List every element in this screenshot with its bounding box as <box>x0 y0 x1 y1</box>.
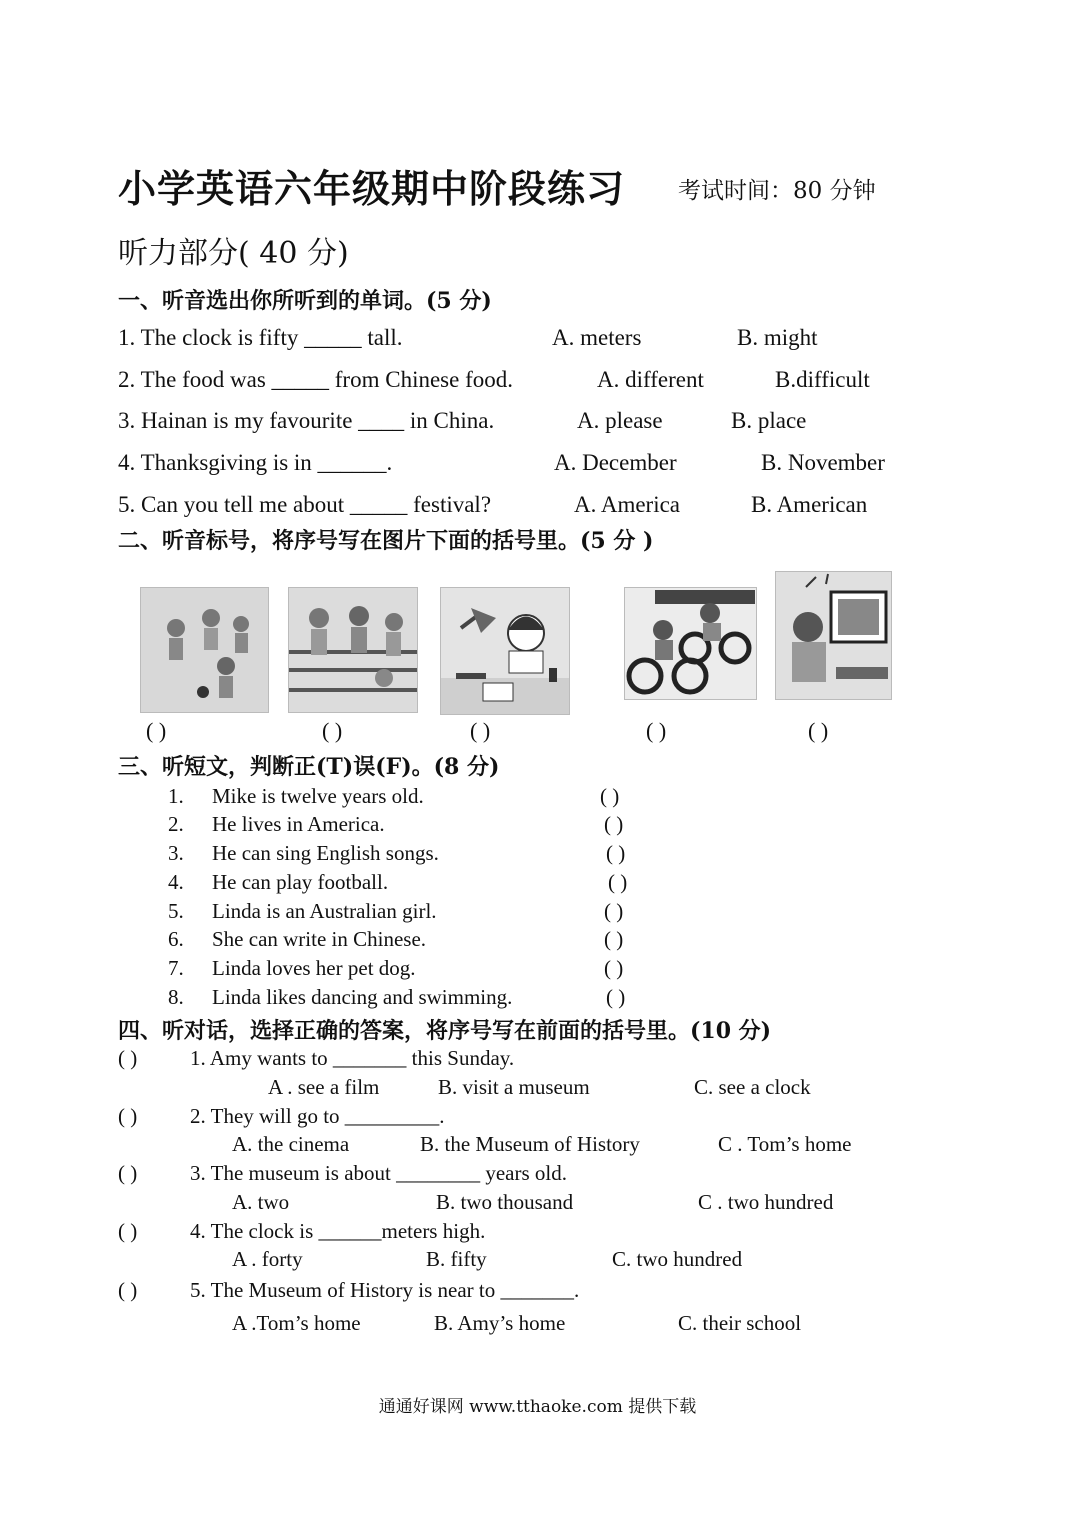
s1-q3-a: A. please <box>577 408 663 433</box>
s3-num-6: 6. <box>168 927 184 951</box>
s4-q5-b: B. Amy’s home <box>434 1311 566 1335</box>
s4-q3-b: B. two thousand <box>436 1190 574 1214</box>
s4-q1-b: B. visit a museum <box>438 1075 590 1099</box>
section3-heading: 三、听短文，判断正(T)误(F)。(8 分) <box>118 754 500 780</box>
s4-q1: 1. Amy wants to _______ this Sunday. <box>190 1046 515 1070</box>
part-heading: 听力部分( 40 分) <box>118 236 349 271</box>
picture-blank-3[interactable]: ( ) <box>470 718 491 743</box>
footer-credit: 通通好课网 www.tthaoke.com 提供下载 <box>378 1397 697 1417</box>
s3-num-2: 2. <box>168 812 184 836</box>
s4-q3: 3. The museum is about ________ years old. <box>190 1161 567 1185</box>
s4-paren-5[interactable]: ( ) <box>118 1278 138 1302</box>
s4-q2-a: A. the cinema <box>232 1132 350 1156</box>
s4-q4-b: B. fifty <box>426 1247 487 1271</box>
s1-q3: 3. Hainan is my favourite ____ in China. <box>118 408 495 433</box>
s3-item-8: Linda likes dancing and swimming. <box>212 985 513 1009</box>
s3-num-1: 1. <box>168 784 184 808</box>
s4-q2: 2. They will go to _________. <box>190 1104 445 1128</box>
s4-q3-c: C . two hundred <box>698 1190 834 1214</box>
s3-num-5: 5. <box>168 899 184 923</box>
picture-running-race <box>288 587 418 713</box>
s4-paren-4[interactable]: ( ) <box>118 1219 138 1243</box>
s4-paren-2[interactable]: ( ) <box>118 1104 138 1128</box>
s3-item-2: He lives in America. <box>212 812 385 836</box>
s1-q5-a: A. America <box>574 492 681 517</box>
s1-q2-a: A. different <box>597 367 704 392</box>
section4-heading: 四、听对话，选择正确的答案，将序号写在前面的括号里。(10 分) <box>118 1018 772 1044</box>
s3-item-7: Linda loves her pet dog. <box>212 956 416 980</box>
s4-q5-c: C. their school <box>678 1311 802 1335</box>
s4-paren-1[interactable]: ( ) <box>118 1046 138 1070</box>
section1-heading: 一、听音选出你所听到的单词。(5 分) <box>118 288 492 314</box>
s1-q1-b: B. might <box>737 325 818 350</box>
s4-q4-a: A . forty <box>232 1247 303 1271</box>
s4-q1-c: C. see a clock <box>694 1075 811 1099</box>
s1-q1-a: A. meters <box>552 325 642 350</box>
s4-q2-c: C . Tom’s home <box>718 1132 852 1156</box>
picture-blank-1[interactable]: ( ) <box>146 718 167 743</box>
s3-item-3: He can sing English songs. <box>212 841 439 865</box>
s3-item-1: Mike is twelve years old. <box>212 784 424 808</box>
s4-q2-b: B. the Museum of History <box>420 1132 640 1156</box>
s3-blank-4[interactable]: ( ) <box>608 870 628 894</box>
s3-num-7: 7. <box>168 956 184 980</box>
picture-blank-4[interactable]: ( ) <box>646 718 667 743</box>
s3-num-4: 4. <box>168 870 184 894</box>
s3-blank-1[interactable]: ( ) <box>600 784 620 808</box>
s4-q4: 4. The clock is ______meters high. <box>190 1219 486 1243</box>
picture-blank-5[interactable]: ( ) <box>808 718 829 743</box>
s1-q4-b: B. November <box>761 450 885 475</box>
s3-blank-5[interactable]: ( ) <box>604 899 624 923</box>
s3-num-8: 8. <box>168 985 184 1009</box>
s3-item-4: He can play football. <box>212 870 389 894</box>
s1-q2-b: B.difficult <box>775 367 870 392</box>
s1-q2: 2. The food was _____ from Chinese food. <box>118 367 513 392</box>
s3-blank-2[interactable]: ( ) <box>604 812 624 836</box>
exam-time: 考试时间：80 分钟 <box>678 178 876 204</box>
section2-heading: 二、听音标号，将序号写在图片下面的括号里。(5 分 ) <box>118 528 654 554</box>
picture-using-computer <box>775 571 892 700</box>
s3-blank-7[interactable]: ( ) <box>604 956 624 980</box>
s4-paren-3[interactable]: ( ) <box>118 1161 138 1185</box>
s3-num-3: 3. <box>168 841 184 865</box>
s3-blank-3[interactable]: ( ) <box>606 841 626 865</box>
s4-q3-a: A. two <box>232 1190 290 1214</box>
picture-riding-bikes <box>624 587 757 700</box>
s1-q5-b: B. American <box>751 492 868 517</box>
s1-q1: 1. The clock is fifty _____ tall. <box>118 325 403 350</box>
picture-blank-2[interactable]: ( ) <box>322 718 343 743</box>
s4-q5-a: A .Tom’s home <box>232 1311 361 1335</box>
s4-q1-a: A . see a film <box>268 1075 380 1099</box>
s3-item-6: She can write in Chinese. <box>212 927 427 951</box>
s1-q4-a: A. December <box>554 450 677 475</box>
s4-q4-c: C. two hundred <box>612 1247 743 1271</box>
s1-q5: 5. Can you tell me about _____ festival? <box>118 492 492 517</box>
picture-writing-letter <box>440 587 570 715</box>
page-title: 小学英语六年级期中阶段练习 <box>118 166 626 211</box>
s1-q4: 4. Thanksgiving is in ______. <box>118 450 393 475</box>
s1-q3-b: B. place <box>731 408 807 433</box>
picture-playing-football <box>140 587 269 713</box>
s3-blank-6[interactable]: ( ) <box>604 927 624 951</box>
s3-blank-8[interactable]: ( ) <box>606 985 626 1009</box>
s4-q5: 5. The Museum of History is near to _______. <box>190 1278 580 1302</box>
s3-item-5: Linda is an Australian girl. <box>212 899 437 923</box>
